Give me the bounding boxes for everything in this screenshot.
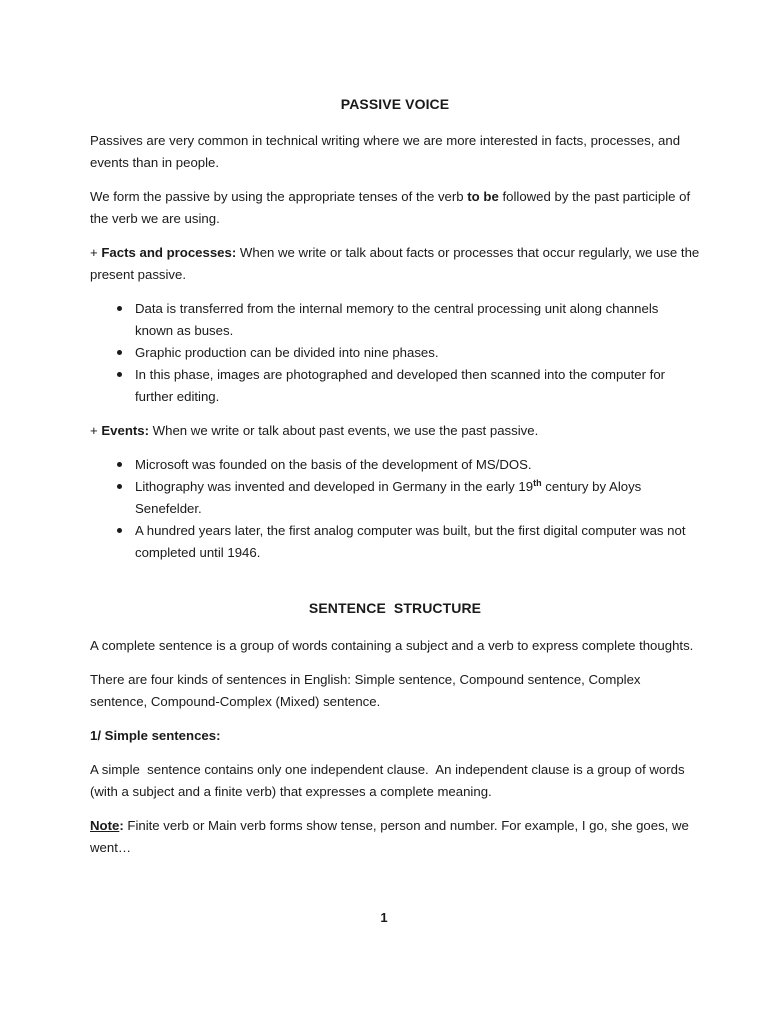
list-item: Data is transferred from the internal memory to the central processing unit along channels known as buses. [135, 298, 700, 342]
list-item: Graphic production can be divided into nine phases. [135, 342, 700, 364]
sentence-kinds-paragraph: There are four kinds of sentences in English: Simple sentence, Compound sentence, Complex sentence, Compound-Complex (Mixed) sentence. [90, 672, 641, 709]
note-label-underlined: Note [90, 818, 120, 833]
facts-plus: + [90, 245, 102, 260]
page-number: 1 [380, 910, 388, 925]
simple-sentences-label: 1/ Simple sentences: [90, 728, 221, 743]
page-content [90, 94, 700, 871]
events-bullet-list [90, 454, 700, 564]
facts-processes-label: Facts and processes: [101, 245, 237, 260]
events-plus: + [90, 423, 102, 438]
passive-form-text-start: We form the passive by using the appropriate tenses of the verb [90, 189, 468, 204]
facts-bullet-list [90, 298, 700, 408]
note-label [90, 818, 124, 833]
lithography-text-end: century by Aloys Senefelder. [135, 479, 642, 516]
passive-form-text-end: followed by the past participle of the verb we are using. [90, 189, 691, 226]
sentence-structure-heading: SENTENCE STRUCTURE [308, 600, 482, 616]
section-spacer [90, 576, 700, 598]
list-item: In this phase, images are photographed and developed then scanned into the computer for further editing. [135, 364, 700, 408]
lithography-text-start: Lithography was invented and developed in Germany in the early 19 [135, 479, 534, 494]
list-item: A hundred years later, the first analog computer was built, but the first digital computer was not completed until 1946. [135, 520, 700, 564]
facts-processes-paragraph [90, 242, 700, 286]
note-colon: : [119, 818, 124, 833]
note-text: Finite verb or Main verb forms show tense, person and number. For example, I go, she goes, we went… [90, 818, 689, 855]
passive-voice-heading: PASSIVE VOICE [340, 96, 450, 112]
events-text: When we write or talk about past events, we use the past passive. [149, 423, 539, 438]
events-label: Events: [101, 423, 150, 438]
simple-sentences-heading [90, 725, 700, 747]
facts-processes-text: When we write or talk about facts or processes that occur regularly, we use the present passive. [90, 245, 700, 282]
events-paragraph [90, 420, 700, 442]
to-be-bold: to be [467, 189, 499, 204]
sentence-definition-paragraph: A complete sentence is a group of words containing a subject and a verb to express complete thoughts. [90, 638, 694, 653]
note-paragraph [90, 815, 700, 859]
ordinal-superscript: th [533, 478, 542, 488]
simple-sentence-paragraph: A simple sentence contains only one independent clause. An independent clause is a group of words (with a subject and a finite verb) that expresses a complete meaning. [90, 762, 689, 799]
passive-intro-paragraph: Passives are very common in technical writing where we are more interested in facts, processes, and events than in people. [90, 133, 681, 170]
passive-form-paragraph [90, 186, 700, 230]
list-item [135, 476, 700, 520]
list-item: Microsoft was founded on the basis of the development of MS/DOS. [135, 454, 700, 476]
